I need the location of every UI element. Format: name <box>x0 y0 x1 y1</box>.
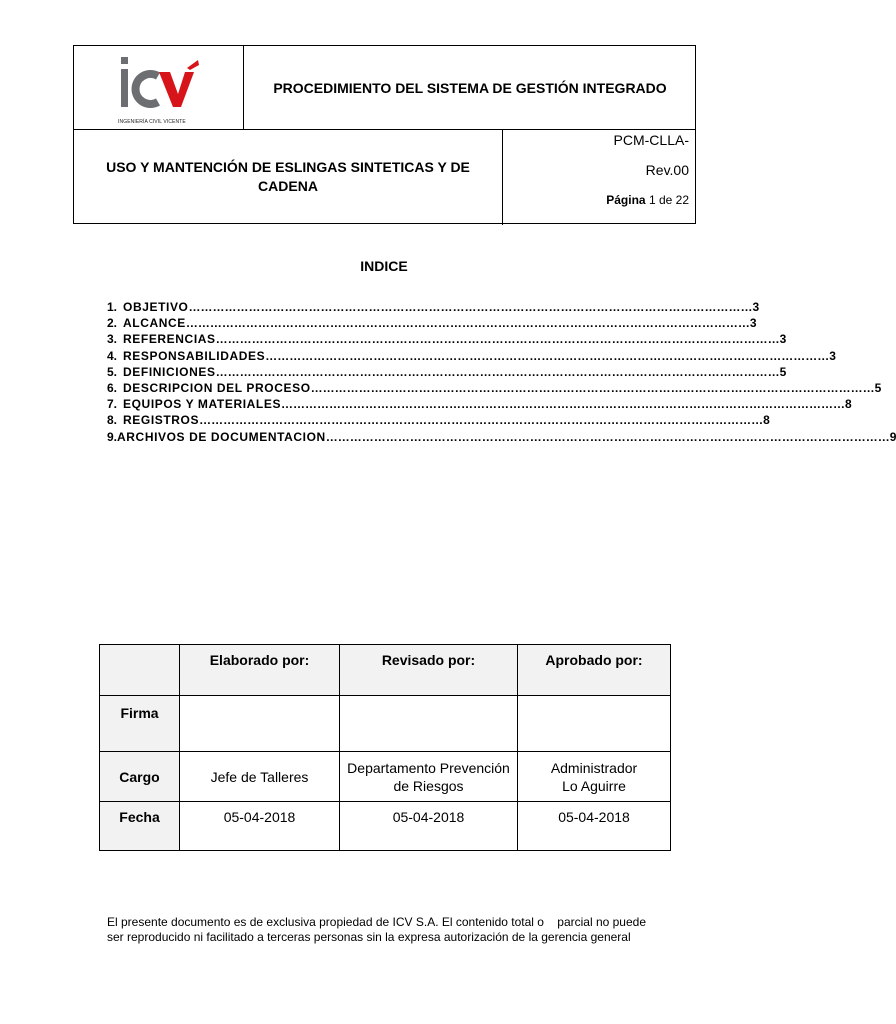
toc-label: REFERENCIAS <box>123 332 216 347</box>
toc-page: 8 <box>763 413 770 428</box>
document-code: PCM-CLLA- <box>613 132 689 148</box>
toc-item[interactable] <box>107 380 882 396</box>
toc-item[interactable] <box>107 299 760 315</box>
toc-label: ARCHIVOS DE DOCUMENTACION <box>117 429 326 444</box>
toc-item[interactable] <box>107 396 852 412</box>
toc-page: 3 <box>752 300 760 314</box>
toc-leader: …………………………………………………………………………………………………………………………… <box>215 332 780 347</box>
toc-item[interactable] <box>107 348 836 364</box>
signature-cell <box>518 696 671 752</box>
toc-page: 5 <box>779 364 787 379</box>
table-header-cell <box>100 645 180 696</box>
toc-item[interactable] <box>107 429 896 445</box>
table-header-row <box>100 645 671 696</box>
toc-label: ALCANCE <box>123 316 186 331</box>
index-title: INDICE <box>360 258 408 274</box>
document-title: USO Y MANTENCIÓN DE ESLINGAS SINTETICAS Y DE CADENA <box>106 159 470 194</box>
signature-cell <box>180 696 340 752</box>
toc-number: 2. <box>107 316 118 331</box>
toc-label: EQUIPOS Y MATERIALES <box>123 397 282 412</box>
toc-label: DESCRIPCION DEL PROCESO <box>123 380 311 395</box>
page-indicator <box>606 193 689 207</box>
revision-number: Rev.00 <box>645 162 689 178</box>
icv-logo-mark <box>118 56 200 118</box>
row-label: Cargo <box>100 752 180 802</box>
table-cell: Departamento Prevención de Riesgos <box>340 752 518 802</box>
toc-page: 3 <box>779 332 787 347</box>
toc-page: 5 <box>874 380 882 395</box>
page-total: de 22 <box>658 193 689 207</box>
table-cell: 05-04-2018 <box>180 802 340 851</box>
table-cell: Jefe de Talleres <box>180 752 340 802</box>
page-number: 1 <box>648 193 656 207</box>
toc-number: 4. <box>107 348 118 363</box>
toc-label: OBJETIVO <box>123 300 189 314</box>
page-label: Página <box>606 193 646 207</box>
toc-number: 3. <box>107 332 118 347</box>
toc-leader: …………………………………………………………………………………………………………………………… <box>310 380 875 395</box>
toc-label: REGISTROS <box>123 413 200 428</box>
toc-number: 9. <box>107 429 118 444</box>
table-row <box>100 696 671 752</box>
toc-leader: …………………………………………………………………………………………………………………………… <box>325 429 890 444</box>
toc-item[interactable] <box>107 364 787 380</box>
toc-number: 5. <box>107 364 118 379</box>
toc-page: 8 <box>845 397 852 412</box>
toc-number: 6. <box>107 380 118 395</box>
toc-number: 1. <box>107 300 118 314</box>
confidentiality-note: El presente documento es de exclusiva propiedad de ICV S.A. El contenido total o parcial no puede ser reproducido ni facilitado a terceras personas sin la expresa autorización de la gerencia general <box>107 915 650 944</box>
toc-page: 3 <box>749 316 757 331</box>
table-cell: 05-04-2018 <box>518 802 671 851</box>
table-header-cell: Aprobado por: <box>518 645 671 696</box>
toc-label: DEFINICIONES <box>123 364 216 379</box>
table-cell: 05-04-2018 <box>340 802 518 851</box>
toc-leader: …………………………………………………………………………………………………………………………… <box>188 300 753 314</box>
row-label: Firma <box>100 696 180 752</box>
toc-number: 7. <box>107 397 118 412</box>
logo-subtext: INGENIERÍA CIVIL VICENTE <box>118 119 186 125</box>
toc-item[interactable] <box>107 412 770 428</box>
table-cell: Administrador Lo Aguirre <box>518 752 671 802</box>
table-header-cell: Revisado por: <box>340 645 518 696</box>
table-row <box>100 752 671 802</box>
approval-table <box>99 644 671 851</box>
toc-item[interactable] <box>107 315 757 331</box>
toc-leader: …………………………………………………………………………………………………………………………… <box>265 348 830 363</box>
toc-leader: …………………………………………………………………………………………………………………………… <box>215 364 780 379</box>
document-header <box>73 45 696 224</box>
signature-cell <box>340 696 518 752</box>
header-divider <box>502 130 503 225</box>
row-label: Fecha <box>100 802 180 851</box>
toc-page: 9 <box>889 429 896 444</box>
toc-number: 8. <box>107 413 118 428</box>
procedure-title: PROCEDIMIENTO DEL SISTEMA DE GESTIÓN INTEGRADO <box>273 79 667 96</box>
table-of-contents <box>107 299 896 445</box>
toc-label: RESPONSABILIDADES <box>123 348 266 363</box>
toc-leader: …………………………………………………………………………………………………………………………… <box>185 316 750 331</box>
toc-leader: …………………………………………………………………………………………………………………………… <box>199 413 764 428</box>
toc-page: 3 <box>829 348 836 363</box>
table-header-cell: Elaborado por: <box>180 645 340 696</box>
toc-item[interactable] <box>107 331 787 347</box>
table-row <box>100 802 671 851</box>
toc-leader: …………………………………………………………………………………………………………………………… <box>281 397 846 412</box>
company-logo <box>118 56 200 128</box>
